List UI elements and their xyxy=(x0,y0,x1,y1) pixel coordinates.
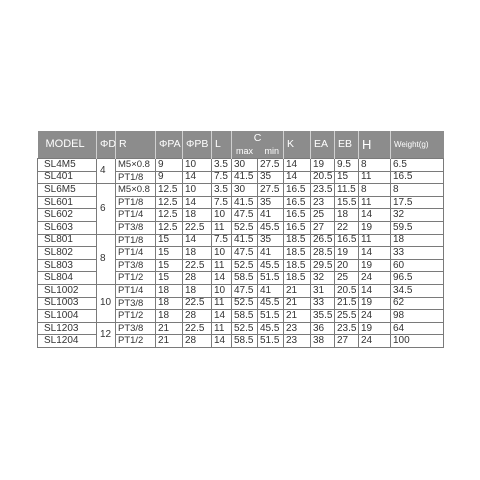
l-cell: 3.5 xyxy=(212,184,232,197)
eb-cell: 18 xyxy=(335,209,359,222)
l-cell: 10 xyxy=(212,284,232,297)
c-min-cell: 41 xyxy=(258,209,284,222)
eb-cell: 9.5 xyxy=(335,159,359,172)
c-min-cell: 45.5 xyxy=(258,259,284,272)
header-c-label: C xyxy=(253,132,262,144)
thread-cell: M5×0.8 xyxy=(116,159,156,172)
thread-cell: PT3/8 xyxy=(116,322,156,335)
table-row xyxy=(38,159,444,172)
weight-cell: 96.5 xyxy=(391,272,444,285)
h-cell: 14 xyxy=(359,247,391,260)
c-max-cell: 41.5 xyxy=(232,196,258,209)
pb-cell: 14 xyxy=(183,234,212,247)
eb-cell: 19 xyxy=(335,247,359,260)
model-cell: SL6M5 xyxy=(38,184,97,197)
pa-cell: 15 xyxy=(156,259,183,272)
thread-cell: PT1/2 xyxy=(116,310,156,323)
pa-cell: 15 xyxy=(156,247,183,260)
header-l: L xyxy=(212,131,232,159)
c-min-cell: 27.5 xyxy=(258,184,284,197)
model-cell: SL802 xyxy=(38,247,97,260)
h-cell: 8 xyxy=(359,159,391,172)
thread-cell: PT3/8 xyxy=(116,221,156,234)
c-min-cell: 35 xyxy=(258,171,284,184)
pb-cell: 22.5 xyxy=(183,297,212,310)
eb-cell: 22 xyxy=(335,221,359,234)
model-cell: SL603 xyxy=(38,221,97,234)
pa-cell: 9 xyxy=(156,171,183,184)
pa-cell: 12.5 xyxy=(156,196,183,209)
header-pb: ΦPB xyxy=(183,131,212,159)
c-max-cell: 30 xyxy=(232,159,258,172)
l-cell: 10 xyxy=(212,209,232,222)
k-cell: 18.5 xyxy=(284,272,311,285)
l-cell: 11 xyxy=(212,322,232,335)
h-cell: 11 xyxy=(359,196,391,209)
eb-cell: 20 xyxy=(335,259,359,272)
k-cell: 16.5 xyxy=(284,209,311,222)
ea-cell: 29.5 xyxy=(311,259,335,272)
weight-cell: 59.5 xyxy=(391,221,444,234)
pb-cell: 14 xyxy=(183,196,212,209)
pb-cell: 28 xyxy=(183,335,212,348)
thread-cell: PT1/8 xyxy=(116,171,156,184)
outer-diameter-cell: 8 xyxy=(97,234,116,284)
header-thread: R xyxy=(116,131,156,159)
k-cell: 16.5 xyxy=(284,196,311,209)
l-cell: 14 xyxy=(212,310,232,323)
pb-cell: 18 xyxy=(183,247,212,260)
ea-cell: 36 xyxy=(311,322,335,335)
pa-cell: 18 xyxy=(156,284,183,297)
h-cell: 19 xyxy=(359,322,391,335)
l-cell: 3.5 xyxy=(212,159,232,172)
ea-cell: 38 xyxy=(311,335,335,348)
l-cell: 11 xyxy=(212,297,232,310)
model-cell: SL602 xyxy=(38,209,97,222)
h-cell: 11 xyxy=(359,171,391,184)
c-max-cell: 47.5 xyxy=(232,247,258,260)
ea-cell: 31 xyxy=(311,284,335,297)
pa-cell: 12.5 xyxy=(156,184,183,197)
eb-cell: 11.5 xyxy=(335,184,359,197)
h-cell: 14 xyxy=(359,209,391,222)
model-cell: SL801 xyxy=(38,234,97,247)
eb-cell: 16.5 xyxy=(335,234,359,247)
c-max-cell: 58.5 xyxy=(232,272,258,285)
c-min-cell: 51.5 xyxy=(258,272,284,285)
model-cell: SL1004 xyxy=(38,310,97,323)
h-cell: 19 xyxy=(359,221,391,234)
c-min-cell: 45.5 xyxy=(258,221,284,234)
h-cell: 8 xyxy=(359,184,391,197)
weight-cell: 6.5 xyxy=(391,159,444,172)
table-row xyxy=(38,284,444,297)
weight-cell: 62 xyxy=(391,297,444,310)
c-min-cell: 51.5 xyxy=(258,335,284,348)
pb-cell: 18 xyxy=(183,209,212,222)
h-cell: 24 xyxy=(359,310,391,323)
pb-cell: 18 xyxy=(183,284,212,297)
h-cell: 24 xyxy=(359,272,391,285)
ea-cell: 20.5 xyxy=(311,171,335,184)
k-cell: 18.5 xyxy=(284,234,311,247)
pa-cell: 15 xyxy=(156,272,183,285)
pa-cell: 9 xyxy=(156,159,183,172)
header-c-max: max xyxy=(236,146,254,156)
l-cell: 7.5 xyxy=(212,171,232,184)
pb-cell: 28 xyxy=(183,272,212,285)
c-max-cell: 58.5 xyxy=(232,310,258,323)
pb-cell: 22.5 xyxy=(183,259,212,272)
c-min-cell: 35 xyxy=(258,196,284,209)
ea-cell: 35.5 xyxy=(311,310,335,323)
table-row xyxy=(38,184,444,197)
eb-cell: 15 xyxy=(335,171,359,184)
pa-cell: 21 xyxy=(156,322,183,335)
pa-cell: 15 xyxy=(156,234,183,247)
thread-cell: PT1/4 xyxy=(116,209,156,222)
h-cell: 11 xyxy=(359,234,391,247)
thread-cell: PT3/8 xyxy=(116,259,156,272)
model-cell: SL401 xyxy=(38,171,97,184)
c-min-cell: 41 xyxy=(258,247,284,260)
pa-cell: 12.5 xyxy=(156,209,183,222)
thread-cell: PT1/8 xyxy=(116,234,156,247)
h-cell: 14 xyxy=(359,284,391,297)
weight-cell: 34.5 xyxy=(391,284,444,297)
l-cell: 14 xyxy=(212,272,232,285)
h-cell: 24 xyxy=(359,335,391,348)
outer-diameter-cell: 12 xyxy=(97,322,116,347)
eb-cell: 25 xyxy=(335,272,359,285)
l-cell: 7.5 xyxy=(212,196,232,209)
eb-cell: 25.5 xyxy=(335,310,359,323)
k-cell: 14 xyxy=(284,171,311,184)
outer-diameter-cell: 4 xyxy=(97,159,116,184)
thread-cell: PT1/2 xyxy=(116,272,156,285)
weight-cell: 17.5 xyxy=(391,196,444,209)
pa-cell: 12.5 xyxy=(156,221,183,234)
ea-cell: 33 xyxy=(311,297,335,310)
k-cell: 21 xyxy=(284,284,311,297)
k-cell: 16.5 xyxy=(284,221,311,234)
weight-cell: 18 xyxy=(391,234,444,247)
l-cell: 7.5 xyxy=(212,234,232,247)
thread-cell: PT1/2 xyxy=(116,335,156,348)
c-max-cell: 52.5 xyxy=(232,297,258,310)
model-cell: SL803 xyxy=(38,259,97,272)
spec-table xyxy=(37,131,444,348)
model-cell: SL1204 xyxy=(38,335,97,348)
ea-cell: 23.5 xyxy=(311,184,335,197)
c-max-cell: 41.5 xyxy=(232,171,258,184)
header-c-min: min xyxy=(264,146,279,156)
header-h: H xyxy=(359,131,391,159)
l-cell: 11 xyxy=(212,259,232,272)
thread-cell: PT3/8 xyxy=(116,297,156,310)
k-cell: 16.5 xyxy=(284,184,311,197)
eb-cell: 27 xyxy=(335,335,359,348)
weight-cell: 64 xyxy=(391,322,444,335)
model-cell: SL1203 xyxy=(38,322,97,335)
c-max-cell: 52.5 xyxy=(232,259,258,272)
model-cell: SL804 xyxy=(38,272,97,285)
header-c xyxy=(232,131,284,159)
eb-cell: 20.5 xyxy=(335,284,359,297)
k-cell: 23 xyxy=(284,335,311,348)
l-cell: 10 xyxy=(212,247,232,260)
pa-cell: 18 xyxy=(156,297,183,310)
header-k: K xyxy=(284,131,311,159)
k-cell: 18.5 xyxy=(284,259,311,272)
eb-cell: 15.5 xyxy=(335,196,359,209)
c-max-cell: 58.5 xyxy=(232,335,258,348)
c-min-cell: 45.5 xyxy=(258,322,284,335)
weight-cell: 16.5 xyxy=(391,171,444,184)
h-cell: 19 xyxy=(359,297,391,310)
header-row xyxy=(38,131,444,159)
pb-cell: 10 xyxy=(183,159,212,172)
weight-cell: 8 xyxy=(391,184,444,197)
table-row xyxy=(38,234,444,247)
eb-cell: 23.5 xyxy=(335,322,359,335)
pb-cell: 22.5 xyxy=(183,322,212,335)
weight-cell: 33 xyxy=(391,247,444,260)
ea-cell: 27 xyxy=(311,221,335,234)
header-pa: ΦPA xyxy=(156,131,183,159)
c-max-cell: 30 xyxy=(232,184,258,197)
ea-cell: 23 xyxy=(311,196,335,209)
model-cell: SL601 xyxy=(38,196,97,209)
c-min-cell: 35 xyxy=(258,234,284,247)
weight-cell: 100 xyxy=(391,335,444,348)
weight-cell: 60 xyxy=(391,259,444,272)
c-min-cell: 45.5 xyxy=(258,297,284,310)
k-cell: 14 xyxy=(284,159,311,172)
header-ea: EA xyxy=(311,131,335,159)
thread-cell: PT1/8 xyxy=(116,196,156,209)
pb-cell: 28 xyxy=(183,310,212,323)
model-cell: SL1003 xyxy=(38,297,97,310)
c-min-cell: 41 xyxy=(258,284,284,297)
outer-diameter-cell: 6 xyxy=(97,184,116,234)
l-cell: 14 xyxy=(212,335,232,348)
c-max-cell: 47.5 xyxy=(232,209,258,222)
spec-table-body xyxy=(38,159,444,348)
c-max-cell: 47.5 xyxy=(232,284,258,297)
thread-cell: PT1/4 xyxy=(116,284,156,297)
pb-cell: 22.5 xyxy=(183,221,212,234)
weight-cell: 98 xyxy=(391,310,444,323)
h-cell: 19 xyxy=(359,259,391,272)
model-cell: SL1002 xyxy=(38,284,97,297)
ea-cell: 28.5 xyxy=(311,247,335,260)
ea-cell: 26.5 xyxy=(311,234,335,247)
k-cell: 21 xyxy=(284,297,311,310)
header-weight: Weight(g) xyxy=(391,131,444,159)
c-max-cell: 52.5 xyxy=(232,322,258,335)
outer-diameter-cell: 10 xyxy=(97,284,116,322)
thread-cell: M5×0.8 xyxy=(116,184,156,197)
k-cell: 21 xyxy=(284,310,311,323)
c-max-cell: 41.5 xyxy=(232,234,258,247)
pb-cell: 10 xyxy=(183,184,212,197)
pa-cell: 21 xyxy=(156,335,183,348)
pa-cell: 18 xyxy=(156,310,183,323)
l-cell: 11 xyxy=(212,221,232,234)
c-min-cell: 51.5 xyxy=(258,310,284,323)
header-model: MODEL xyxy=(38,131,97,159)
table-row xyxy=(38,322,444,335)
thread-cell: PT1/4 xyxy=(116,247,156,260)
model-cell: SL4M5 xyxy=(38,159,97,172)
ea-cell: 19 xyxy=(311,159,335,172)
pb-cell: 14 xyxy=(183,171,212,184)
ea-cell: 25 xyxy=(311,209,335,222)
c-max-cell: 52.5 xyxy=(232,221,258,234)
eb-cell: 21.5 xyxy=(335,297,359,310)
k-cell: 18.5 xyxy=(284,247,311,260)
header-outer-diameter: ΦD xyxy=(97,131,116,159)
c-min-cell: 27.5 xyxy=(258,159,284,172)
ea-cell: 32 xyxy=(311,272,335,285)
k-cell: 23 xyxy=(284,322,311,335)
header-eb: EB xyxy=(335,131,359,159)
weight-cell: 32 xyxy=(391,209,444,222)
